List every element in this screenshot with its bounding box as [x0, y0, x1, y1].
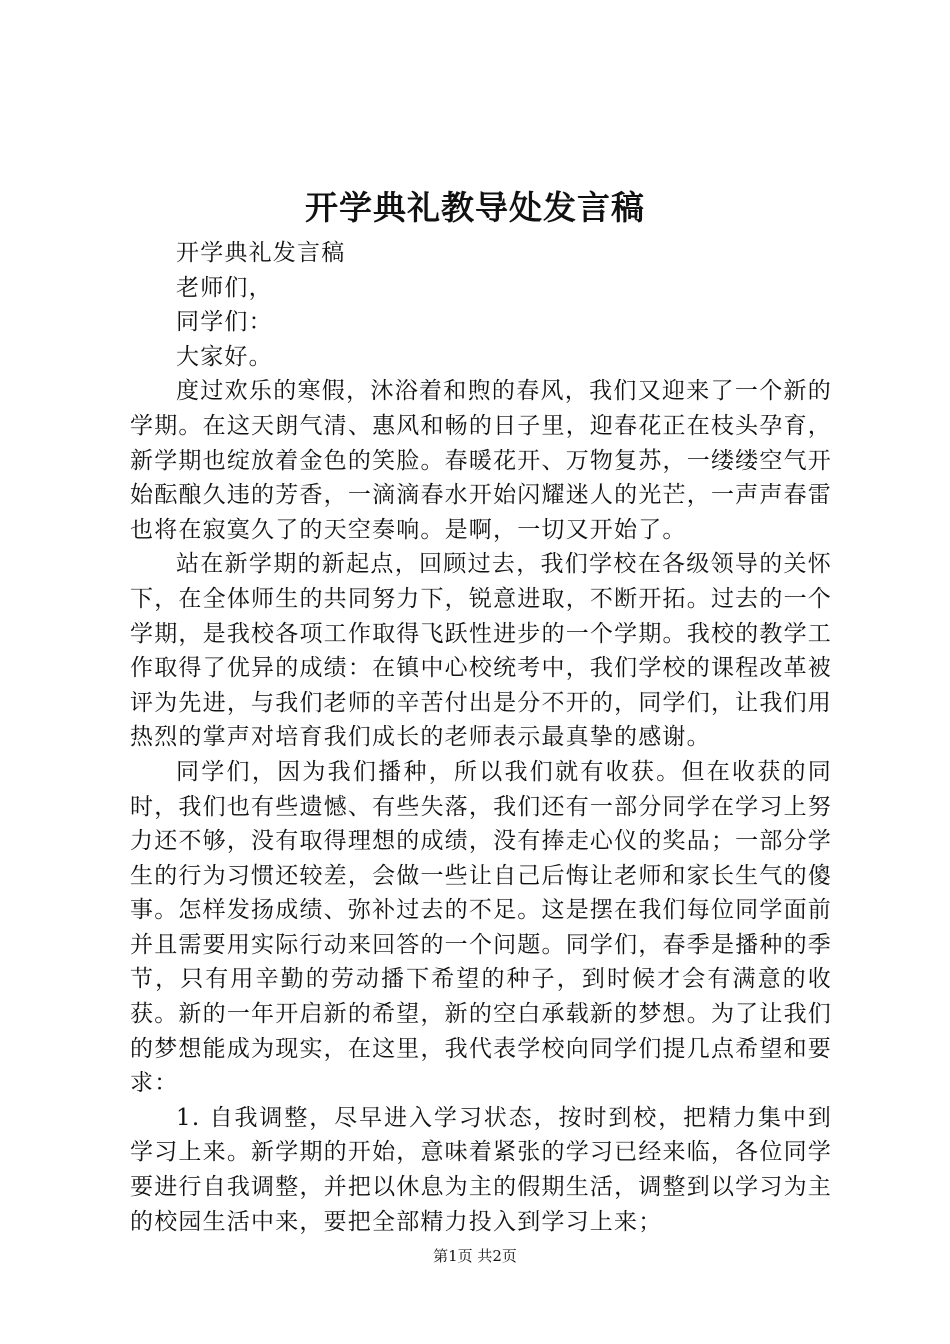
paragraph-greeting-teachers: 老师们，: [176, 274, 273, 301]
paragraph-heading: 开学典礼发言稿: [176, 240, 346, 266]
page-number-footer: 第1页 共2页: [433, 1247, 517, 1265]
document-title: 开学典礼教导处发言稿: [305, 188, 645, 227]
paragraph-greeting-all: 大家好。: [176, 343, 273, 370]
paragraph-list-item: 1. 自我调整，尽早进入学习状态，按时到校，把精力集中到学习上来。新学期的开始，意味着紧张的学习已经来临，各位同学要进行自我调整，并把以休息为主的假期生活，调整到以学习为主的校园生活中来，要把全部精力投入到学习上来；: [130, 1104, 832, 1235]
paragraph-body: 同学们，因为我们播种，所以我们就有收获。但在收获的同时，我们也有些遗憾、有些失落，我们还有一部分同学在学习上努力还不够，没有取得理想的成绩，没有捧走心仪的奖品；一部分学生的行为习惯还较差，会做一些让自己后悔让老师和家长生气的傻事。怎样发扬成绩、弥补过去的不足。这是摆在我们每位同学面前并且需要用实际行动来回答的一个问题。同学们，春季是播种的季节，只有用辛勤的劳动播下希望的种子，到时候才会有满意的收获。新的一年开启新的希望，新的空白承载新的梦想。为了让我们的梦想能成为现实，在这里，我代表学校向同学们提几点希望和要求：: [130, 758, 832, 1097]
paragraph-greeting-students: 同学们：: [176, 309, 273, 336]
paragraph-body: 度过欢乐的寒假，沐浴着和煦的春风，我们又迎来了一个新的学期。在这天朗气清、惠风和畅的日子里，迎春花正在枝头孕育，新学期也绽放着金色的笑脸。春暖花开、万物复苏，一缕缕空气开始酝酿久违的芳香，一滴滴春水开始闪耀迷人的光芒，一声声春雷也将在寂寞久了的天空奏响。是啊，一切又开始了。: [130, 378, 832, 543]
paragraph-body: 站在新学期的新起点，回顾过去，我们学校在各级领导的关怀下，在全体师生的共同努力下，锐意进取，不断开拓。过去的一个学期，是我校各项工作取得飞跃性进步的一个学期。我校的教学工作取得了优异的成绩：在镇中心校统考中，我们学校的课程改革被评为先进，与我们老师的辛苦付出是分不开的，同学们，让我们用热烈的掌声对培育我们成长的老师表示最真挚的感谢。: [130, 551, 832, 751]
document-body: [130, 236, 832, 1239]
